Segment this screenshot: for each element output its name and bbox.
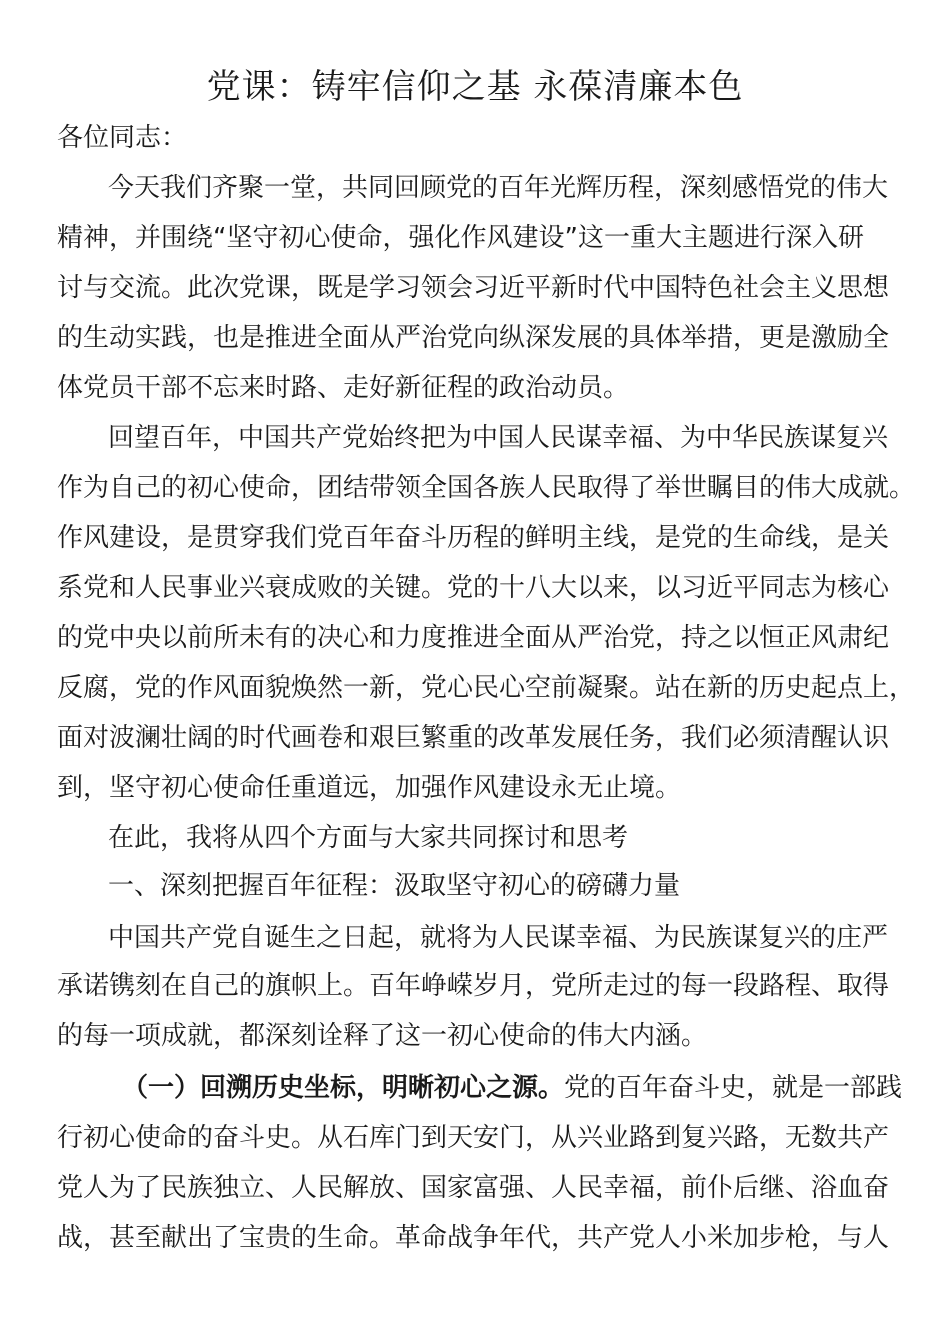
paragraph-line: 战，甚至献出了宝贵的生命。革命战争年代，共产党人小米加步枪，与人 <box>57 1223 890 1253</box>
salutation: 各位同志： <box>57 123 188 153</box>
paragraph-line: 在此，我将从四个方面与大家共同探讨和思考 <box>108 823 629 853</box>
paragraph-line: 作风建设，是贯穿我们党百年奋斗历程的鲜明主线，是党的生命线，是关 <box>57 523 890 553</box>
paragraph-line: 到，坚守初心使命任重道远，加强作风建设永无止境。 <box>57 773 682 803</box>
paragraph-line: 行初心使命的奋斗史。从石库门到天安门，从兴业路到复兴路，无数共产 <box>57 1123 890 1153</box>
subsection-line <box>122 1068 950 1108</box>
paragraph-line: 反腐，党的作风面貌焕然一新，党心民心空前凝聚。站在新的历史起点上， <box>57 673 916 703</box>
paragraph-text: 党的百年奋斗史，就是一部践 <box>564 1073 903 1103</box>
paragraph-line: 面对波澜壮阔的时代画卷和艰巨繁重的改革发展任务，我们必须清醒认识 <box>57 723 890 753</box>
paragraph-line: 的每一项成就，都深刻诠释了这一初心使命的伟大内涵。 <box>57 1021 708 1051</box>
paragraph-line: 的党中央以前所未有的决心和力度推进全面从严治党，持之以恒正风肃纪 <box>57 623 890 653</box>
paragraph-line: 党人为了民族独立、人民解放、国家富强、人民幸福，前仆后继、浴血奋 <box>57 1173 890 1203</box>
paragraph-line: 体党员干部不忘来时路、走好新征程的政治动员。 <box>57 373 630 403</box>
document-title: 党课：铸牢信仰之基 永葆清廉本色 <box>206 67 744 107</box>
section-heading: 一、深刻把握百年征程：汲取坚守初心的磅礴力量 <box>108 871 681 901</box>
paragraph-line: 讨与交流。此次党课，既是学习领会习近平新时代中国特色社会主义思想 <box>57 273 890 303</box>
paragraph-line: 回望百年，中国共产党始终把为中国人民谋幸福、为中华民族谋复兴 <box>108 423 889 453</box>
paragraph-line: 作为自己的初心使命，团结带领全国各族人民取得了举世瞩目的伟大成就。 <box>57 473 916 503</box>
paragraph-line: 中国共产党自诞生之日起，就将为人民谋幸福、为民族谋复兴的庄严 <box>108 923 889 953</box>
paragraph-line: 承诺镌刻在自己的旗帜上。百年峥嵘岁月，党所走过的每一段路程、取得 <box>57 971 890 1001</box>
paragraph-line: 系党和人民事业兴衰成败的关键。党的十八大以来，以习近平同志为核心 <box>57 573 890 603</box>
subsection-heading: （一）回溯历史坐标，明晰初心之源。 <box>122 1073 565 1103</box>
paragraph-line: 精神，并围绕“坚守初心使命，强化作风建设”这一重大主题进行深入研 <box>57 223 864 253</box>
paragraph-line: 的生动实践，也是推进全面从严治党向纵深发展的具体举措，更是激励全 <box>57 323 890 353</box>
paragraph-line: 今天我们齐聚一堂，共同回顾党的百年光辉历程，深刻感悟党的伟大 <box>108 173 889 203</box>
